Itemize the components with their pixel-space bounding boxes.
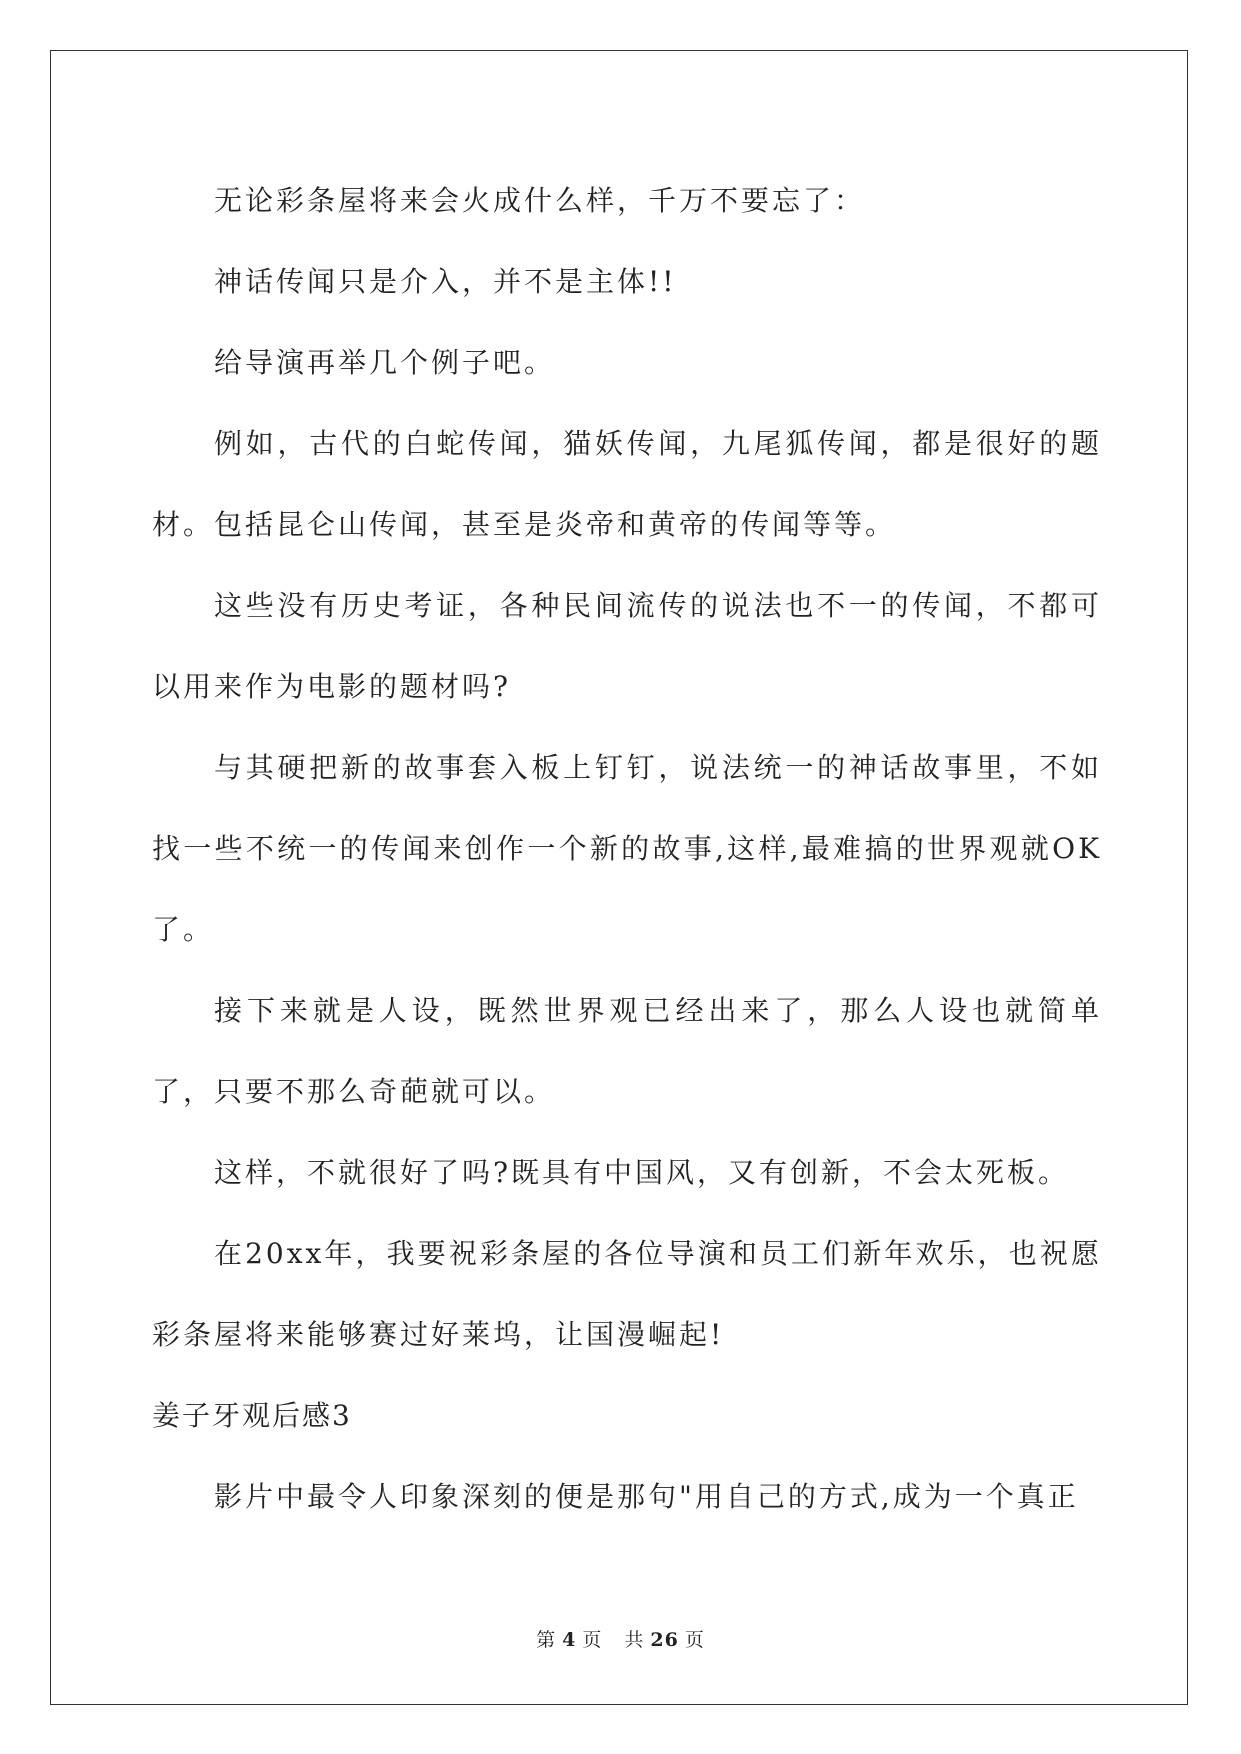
paragraph: 接下来就是人设，既然世界观已经出来了，那么人设也就简单了，只要不那么奇葩就可以。 bbox=[152, 994, 1102, 1108]
paragraph: 在20xx年，我要祝彩条屋的各位导演和员工们新年欢乐，也祝愿彩条屋将来能够赛过好莱坞，让国漫崛起! bbox=[152, 1237, 1102, 1351]
page-footer bbox=[0, 1625, 1241, 1652]
footer-page-suffix: 页 bbox=[582, 1629, 603, 1651]
paragraph: 这些没有历史考证，各种民间流传的说法也不一的传闻，不都可以用来作为电影的题材吗? bbox=[152, 589, 1102, 703]
paragraph: 例如，古代的白蛇传闻，猫妖传闻，九尾狐传闻，都是很好的题材。包括昆仑山传闻，甚至是炎帝和黄帝的传闻等等。 bbox=[152, 427, 1102, 541]
footer-total-suffix: 页 bbox=[684, 1629, 705, 1651]
paragraph: 影片中最令人印象深刻的便是那句"用自己的方式,成为一个真正 bbox=[214, 1480, 1079, 1513]
paragraph: 神话传闻只是介入，并不是主体!! bbox=[214, 265, 677, 298]
section-heading: 姜子牙观后感3 bbox=[152, 1399, 352, 1432]
footer-prefix: 第 bbox=[536, 1629, 557, 1651]
paragraph: 这样，不就很好了吗?既具有中国风，又有创新，不会太死板。 bbox=[214, 1156, 1070, 1189]
paragraph: 无论彩条屋将来会火成什么样，千万不要忘了： bbox=[214, 184, 866, 217]
paragraph: 与其硬把新的故事套入板上钉钉，说法统一的神话故事里，不如找一些不统一的传闻来创作一个新的故事,这样,最难搞的世界观就OK了。 bbox=[152, 751, 1102, 946]
page-number: 4 bbox=[562, 1629, 577, 1651]
footer-total-prefix: 共 bbox=[624, 1629, 645, 1651]
total-pages: 26 bbox=[650, 1629, 679, 1651]
document-body bbox=[152, 160, 1102, 1537]
paragraph: 给导演再举几个例子吧。 bbox=[214, 346, 556, 379]
